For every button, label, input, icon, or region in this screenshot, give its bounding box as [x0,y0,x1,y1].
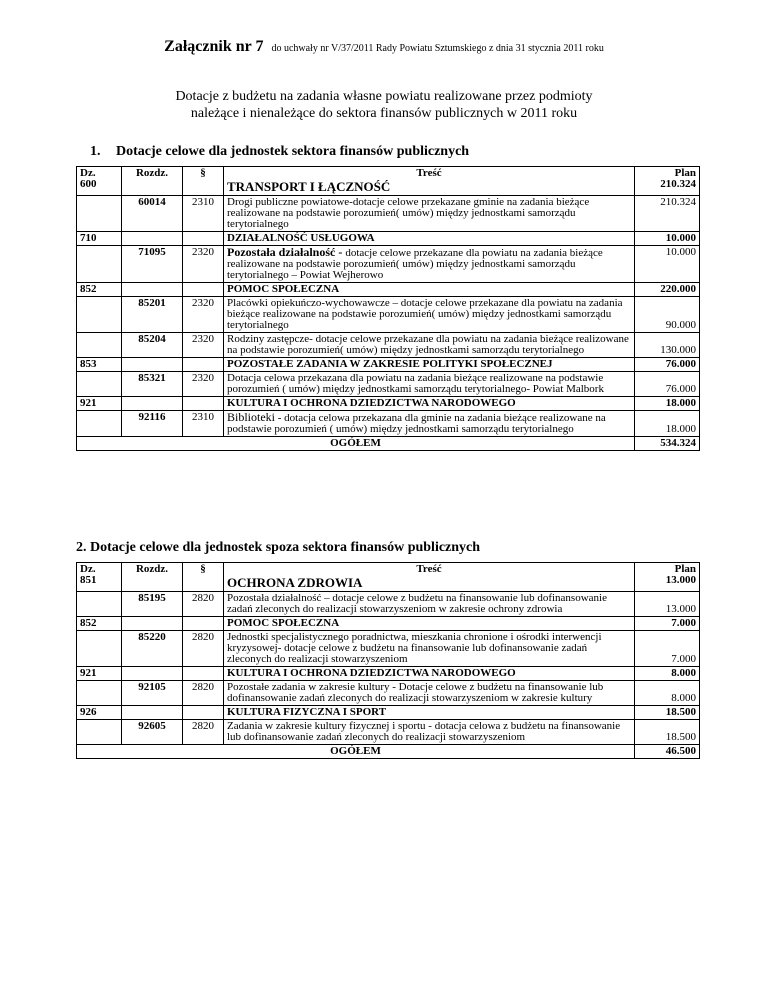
row-plan: 10.000 [635,246,700,283]
document-header [0,38,768,56]
total-label: OGÓŁEM [77,437,635,451]
table-group-row [77,706,700,720]
row-plan: 90.000 [635,297,700,333]
row-plan: 18.500 [635,720,700,745]
table-row [77,631,700,667]
row-par: 2320 [183,246,224,283]
row-rozdz: 92116 [122,411,183,437]
col-rozdz-header: Rozdz. [122,563,183,592]
table-row [77,333,700,358]
group-dz: 851 [80,574,97,586]
group-plan: 13.000 [665,574,696,586]
total-value: 46.500 [635,745,700,759]
col-tresc-header: Treść OCHRONA ZDROWIA [224,563,635,592]
row-par: 2310 [183,196,224,232]
row-plan: 210.324 [635,196,700,232]
group-name: POZOSTAŁE ZADANIA W ZAKRESIE POLITYKI SPOŁECZNEJ [224,358,635,372]
table-total-row [77,437,700,451]
row-rozdz: 71095 [122,246,183,283]
table-row [77,592,700,617]
table-group-row [77,358,700,372]
row-par: 2820 [183,681,224,706]
table-section2 [76,562,700,759]
group-plan: 220.000 [635,283,700,297]
group-dz: 852 [77,283,122,297]
group-plan: 7.000 [635,617,700,631]
group-dz: 921 [77,397,122,411]
row-par: 2310 [183,411,224,437]
group-dz: 852 [77,617,122,631]
col-tresc-header: Treść TRANSPORT I ŁĄCZNOŚĆ [224,167,635,196]
group-dz: 710 [77,232,122,246]
row-rozdz: 60014 [122,196,183,232]
table-group-row [77,283,700,297]
group-name: POMOC SPOŁECZNA [224,617,635,631]
group-dz: 600 [80,178,97,190]
group-plan: 18.500 [635,706,700,720]
table-group-row [77,397,700,411]
row-rozdz: 85201 [122,297,183,333]
row-par: 2820 [183,720,224,745]
row-par: 2820 [183,592,224,617]
group-name: OCHRONA ZDROWIA [227,575,363,590]
row-plan: 13.000 [635,592,700,617]
row-par: 2320 [183,333,224,358]
row-plan: 7.000 [635,631,700,667]
group-plan: 76.000 [635,358,700,372]
attachment-reference: do uchwały nr V/37/2011 Rady Powiatu Sztumskiego z dnia 31 stycznia 2011 roku [271,43,604,54]
col-par-header: § [183,167,224,196]
table-header-row [77,563,700,592]
row-description: Biblioteki - dotacja celowa przekazana dla gminie na zadania bieżące realizowane na podstawie porozumień ( umów) między jednostkami samorządu terytorialnego [224,411,635,437]
group-dz: 853 [77,358,122,372]
table-section1 [76,166,700,451]
col-dz-header: Dz. 851 [77,563,122,592]
table-row [77,681,700,706]
table-row [77,720,700,745]
document-title-line1: Dotacje z budżetu na zadania własne powiatu realizowane przez podmioty [175,89,593,104]
row-rozdz: 92105 [122,681,183,706]
row-description: Pozostałe zadania w zakresie kultury - Dotacje celowe z budżetu na finansowanie lub dofinansowanie zadań zleconych do realizacji stowarzyszeniom w zakresie kultury [224,681,635,706]
group-plan: 8.000 [635,667,700,681]
row-description: Pozostała działalność - dotacje celowe przekazane dla powiatu na zadania bieżące realizowane na podstawie porozumień( umów) między jednostkami samorządu terytorialnego – Powiat Wejherowo [224,246,635,283]
section2-heading: 2. Dotacje celowe dla jednostek spoza sektora finansów publicznych [76,540,481,555]
table-group-row [77,667,700,681]
row-plan: 76.000 [635,372,700,397]
col-plan-header: Plan 210.324 [635,167,700,196]
col-dz-header: Dz. 600 [77,167,122,196]
table-row [77,246,700,283]
row-plan: 8.000 [635,681,700,706]
row-description: Jednostki specjalistycznego poradnictwa, mieszkania chronione i ośrodki interwencji kryzysowej- dotacje celowe z budżetu na finansowanie lub dofinansowanie zadań zleconych do realizacji stowarzyszeniom [224,631,635,667]
total-label: OGÓŁEM [77,745,635,759]
table-row [77,411,700,437]
row-rozdz: 92605 [122,720,183,745]
col-rozdz-header: Rozdz. [122,167,183,196]
group-plan: 10.000 [635,232,700,246]
row-rozdz: 85321 [122,372,183,397]
group-plan: 210.324 [660,178,696,190]
total-value: 534.324 [635,437,700,451]
row-plan: 130.000 [635,333,700,358]
row-par: 2320 [183,297,224,333]
row-plan: 18.000 [635,411,700,437]
section1-number: 1. [90,144,101,159]
group-name: POMOC SPOŁECZNA [224,283,635,297]
table-group-row [77,617,700,631]
col-par-header: § [183,563,224,592]
col-plan-header: Plan 13.000 [635,563,700,592]
section1-heading [90,144,469,160]
table-header-row [77,167,700,196]
row-description: Rodziny zastępcze- dotacje celowe przekazane dla powiatu na zadania bieżące realizowane na podstawie porozumień( umów) między jednostkami samorządu terytorialnego [224,333,635,358]
document-title [0,88,768,122]
table-row [77,196,700,232]
row-description: Dotacja celowa przekazana dla powiatu na zadania bieżące realizowane na podstawie porozumień ( umów) między jednostkami samorządu terytorialnego- Powiat Malbork [224,372,635,397]
group-plan: 18.000 [635,397,700,411]
group-name: KULTURA FIZYCZNA I SPORT [224,706,635,720]
attachment-title: Załącznik nr 7 [164,38,264,55]
group-name: KULTURA I OCHRONA DZIEDZICTWA NARODOWEGO [224,397,635,411]
group-name: TRANSPORT I ŁĄCZNOŚĆ [227,179,391,194]
table-total-row [77,745,700,759]
row-description: Placówki opiekuńczo-wychowawcze – dotacje celowe przekazane dla powiatu na zadania bieżące realizowane na podstawie porozumień( umów) między jednostkami samorządu terytorialnego [224,297,635,333]
row-par: 2820 [183,631,224,667]
table-group-row [77,232,700,246]
table-row [77,372,700,397]
group-name: KULTURA I OCHRONA DZIEDZICTWA NARODOWEGO [224,667,635,681]
group-dz: 926 [77,706,122,720]
row-description: Pozostała działalność – dotacje celowe z budżetu na finansowanie lub dofinansowanie zadań zleconych do realizacji stowarzyszeniom w zakresie ochrony zdrowia [224,592,635,617]
row-rozdz: 85195 [122,592,183,617]
row-description: Drogi publiczne powiatowe-dotacje celowe przekazane gminie na zadania bieżące realizowane na podstawie porozumień( umów) między jednostkami samorządu terytorialnego [224,196,635,232]
document-title-line2: należące i nienależące do sektora finansów publicznych w 2011 roku [190,106,578,121]
row-description: Zadania w zakresie kultury fizycznej i sportu - dotacja celowa z budżetu na finansowanie lub dofinansowanie zadań zleconych do realizacji stowarzyszeniom [224,720,635,745]
row-rozdz: 85204 [122,333,183,358]
group-dz: 921 [77,667,122,681]
table-row [77,297,700,333]
section1-title: Dotacje celowe dla jednostek sektora finansów publicznych [116,144,470,159]
row-rozdz: 85220 [122,631,183,667]
group-name: DZIAŁALNOŚĆ USŁUGOWA [224,232,635,246]
row-par: 2320 [183,372,224,397]
